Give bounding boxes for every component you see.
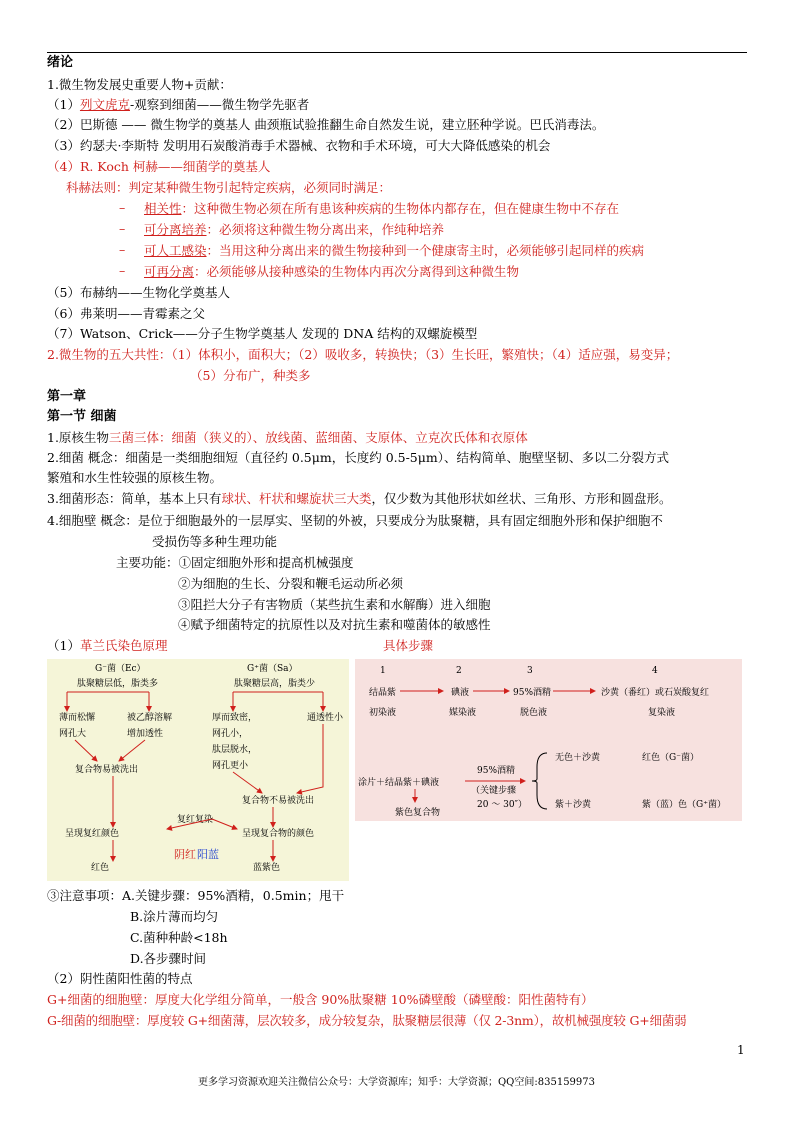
ch-l3-b: 球状、杆状和螺旋状三大类	[221, 491, 372, 506]
label-mordant: 媒染液	[449, 708, 477, 718]
gram-steps-diagram	[355, 659, 742, 821]
intro-p1	[47, 96, 309, 114]
gneg-lipid-1: 被乙醇溶解	[127, 713, 173, 723]
page-number: 1	[737, 1043, 745, 1057]
q2-heading: （2）阴性菌阳性菌的特点	[47, 971, 193, 986]
rule-2-term: 可分离培养	[144, 222, 207, 237]
note-3: C.菌种种龄<18h	[130, 930, 228, 945]
step-safranin: 沙黄（番红）或石炭酸复红	[601, 688, 710, 698]
p1-num: （1）	[47, 97, 80, 112]
rule-dash-3: –	[119, 242, 126, 257]
gneg-loose-2: 网孔大	[59, 729, 87, 739]
result-2: 紫＋沙黄	[555, 800, 592, 810]
alcohol-2: 95%酒精	[477, 766, 516, 776]
ch-l1	[47, 429, 528, 447]
gpos-not-washed: 复合物不易被洗出	[242, 796, 315, 806]
rule-4	[144, 263, 519, 281]
gpos-perm: 通透性小	[307, 713, 344, 723]
gpos-thick-1: 厚而致密，	[212, 713, 258, 723]
show-complex: 呈现复合物的颜色	[242, 829, 315, 839]
gram-num: （1）	[47, 638, 80, 653]
func-3: ③阻拦大分子有害物质（某些抗生素和水解酶）进入细胞	[178, 597, 491, 612]
step-alcohol: 95%酒精	[513, 688, 552, 698]
label-init: 初染液	[369, 708, 397, 718]
smear-label: 涂片＋结晶紫＋碘液	[358, 778, 440, 788]
func-1: 主要功能：①固定细胞外形和提高机械强度	[116, 555, 354, 570]
intro-p2: （2）巴斯德 —— 微生物学的奠基人 曲颈瓶试验推翻生命自然发生说，建立胚种学说。巴氏消毒法。	[47, 117, 605, 132]
rule-4-desc: ：必须能够从接种感染的生物体内再次分离得到这种微生物	[194, 264, 520, 279]
ch-l2b: 繁殖和水生性较强的原核生物。	[47, 470, 223, 485]
ch-l4b: 受损伤等多种生理功能	[152, 534, 278, 549]
intro-p3: （3）约瑟夫·李斯特 发明用石炭酸消毒手术器械、衣物和手术环境，可大大降低感染的机会	[47, 138, 551, 153]
p1-rest: -观察到细菌——微生物学先驱者	[129, 97, 310, 112]
gpos-wall: 肽聚糖层高，脂类少	[234, 679, 316, 689]
ch-l2a: 2.细菌 概念：细菌是一类细胞细短（直径约 0.5μm，长度约 0.5-5μm）、结构简单、胞壁坚韧、多以二分裂方式	[47, 450, 669, 465]
complex-label: 紫色复合物	[395, 808, 441, 818]
rule-2	[144, 221, 444, 239]
intro-title: 绪论	[47, 55, 74, 70]
rule-3-desc: ：当用这种分离出来的微生物接种到一个健康寄主时，必须能够引起同样的疾病	[206, 243, 645, 258]
gpos-title: G⁺菌（Sa）	[247, 664, 298, 674]
gram-principle-diagram	[47, 659, 349, 881]
gram-title: 革兰氏染色原理	[79, 638, 168, 653]
gneg-loose-1: 薄而松懈	[59, 713, 96, 723]
right-diagram-bg	[355, 659, 742, 821]
rule-dash-2: –	[119, 221, 126, 236]
outcome-2: 紫（蓝）色（G⁺菌）	[642, 800, 726, 810]
note-4: D.各步骤时间	[130, 951, 207, 966]
label-counter: 复染液	[648, 708, 676, 718]
result-1: 无色＋沙黄	[555, 753, 601, 763]
func-4: ④赋予细菌特定的抗原性以及对抗生素和噬菌体的敏感性	[178, 617, 491, 632]
section-title: 第一节 细菌	[47, 409, 117, 424]
gpos-thick-4: 网孔更小	[212, 761, 249, 771]
intro-p7: （7）Watson、Crick——分子生物学奠基人 发现的 DNA 结构的双螺旋模型	[47, 326, 478, 341]
gpos-wall-text: G+细菌的细胞壁：厚度大化学组分简单，一般含 90%肽聚糖 10%磷壁酸（磷壁酸：阳性菌特有）	[47, 992, 594, 1007]
p1-name: 列文虎克	[79, 97, 130, 112]
gneg-wall: 肽聚糖层低，脂类多	[77, 679, 159, 689]
note-2: B.涂片薄而均匀	[130, 909, 219, 924]
rule-4-term: 可再分离	[144, 264, 195, 279]
gpos-thick-2: 网孔小，	[212, 729, 249, 739]
result-purple: 蓝紫色	[253, 863, 281, 873]
chapter-title: 第一章	[47, 389, 87, 404]
rule-3-term: 可人工感染	[144, 243, 207, 258]
step-num-1: 1	[380, 666, 386, 676]
rule-1-term: 相关性	[144, 201, 182, 216]
step-num-2: 2	[456, 666, 462, 676]
rule-3	[144, 242, 644, 260]
rule-2-desc: ：必须将这种微生物分离出来，作纯种培养	[206, 222, 445, 237]
intro-s1: 1.微生物发展史重要人物+贡献：	[47, 77, 232, 92]
key-step-2: 20 ～ 30″）	[477, 800, 527, 810]
label-decolor: 脱色液	[520, 708, 548, 718]
intro-p4: （4）R. Koch 柯赫——细菌学的奠基人	[47, 159, 271, 174]
intro-p6: （6）弗莱明——青霉素之父	[47, 306, 205, 321]
func-2: ②为细胞的生长、分裂和鞭毛运动所必须	[178, 576, 404, 591]
rule-1-desc: ：这种微生物必须在所有患该种疾病的生物体内都存在，但在健康生物中不存在	[181, 201, 620, 216]
rule-dash-4: –	[119, 263, 126, 278]
gram-heading	[47, 637, 167, 655]
intro-s2a: 2.微生物的五大共性：（1）体积小，面积大；（2）吸收多，转换快；（3）生长旺，繁殖快；（4）适应强，易变异；	[47, 347, 679, 362]
step-num-3: 3	[527, 666, 533, 676]
note-1: ③注意事项：A.关键步骤：95%酒精，0.5min；甩干	[47, 888, 345, 903]
rule-1	[144, 200, 619, 218]
ch-l1-b: 三菌三体：细菌（狭义的）、放线菌、蓝细菌、支原体、立克次氏体和衣原体	[108, 430, 528, 445]
ch-l1-a: 1.原核生物	[47, 430, 109, 445]
step-num-4: 4	[652, 666, 658, 676]
counter-stain: 复红复染	[177, 815, 214, 825]
key-step-1: （关键步骤	[471, 786, 517, 796]
steps-title: 具体步骤	[383, 638, 434, 653]
step-iodine: 碘液	[451, 688, 470, 698]
rule-dash-1: –	[119, 200, 126, 215]
yang-blue: 阳蓝	[197, 848, 219, 861]
ch-l4a: 4.细胞壁 概念：是位于细胞最外的一层厚实、坚韧的外被，只要成分为肽聚糖，具有固定细胞外形和保护细胞不	[47, 513, 663, 528]
ch-l3-a: 3.细菌形态：简单，基本上只有	[47, 491, 222, 506]
result-red: 红色	[91, 863, 110, 873]
intro-p5: （5）布赫纳——生物化学奠基人	[47, 285, 230, 300]
outcome-1: 红色（G⁻菌）	[642, 753, 699, 763]
footer-text: 更多学习资源欢迎关注微信公众号：大学资源库；知乎：大学资源；QQ空间:835159973	[197, 1077, 596, 1088]
show-red: 呈现复红颜色	[65, 829, 120, 839]
gneg-lipid-2: 增加透性	[127, 729, 164, 739]
gneg-washed: 复合物易被洗出	[75, 765, 139, 775]
ch-l3-c: ，仅少数为其他形状如丝状、三角形、方形和圆盘形。	[371, 491, 672, 506]
gneg-wall-text: G-细菌的细胞壁：厚度较 G+细菌薄，层次较多，成分较复杂，肽聚糖层很薄（仅 2-3nm），故机械强度较 G+细菌弱	[47, 1013, 687, 1028]
gpos-thick-3: 肽层脱水，	[212, 745, 258, 755]
step-crystal: 结晶紫	[369, 688, 397, 698]
yin-red: 阴红	[174, 848, 196, 861]
koch-rule: 科赫法则：判定某种微生物引起特定疾病，必须同时满足：	[66, 180, 392, 195]
ch-l3	[47, 490, 671, 508]
gneg-title: G⁻菌（Ec）	[95, 664, 146, 674]
header-rule	[47, 52, 747, 53]
intro-s2b: （5）分布广，种类多	[190, 368, 311, 383]
